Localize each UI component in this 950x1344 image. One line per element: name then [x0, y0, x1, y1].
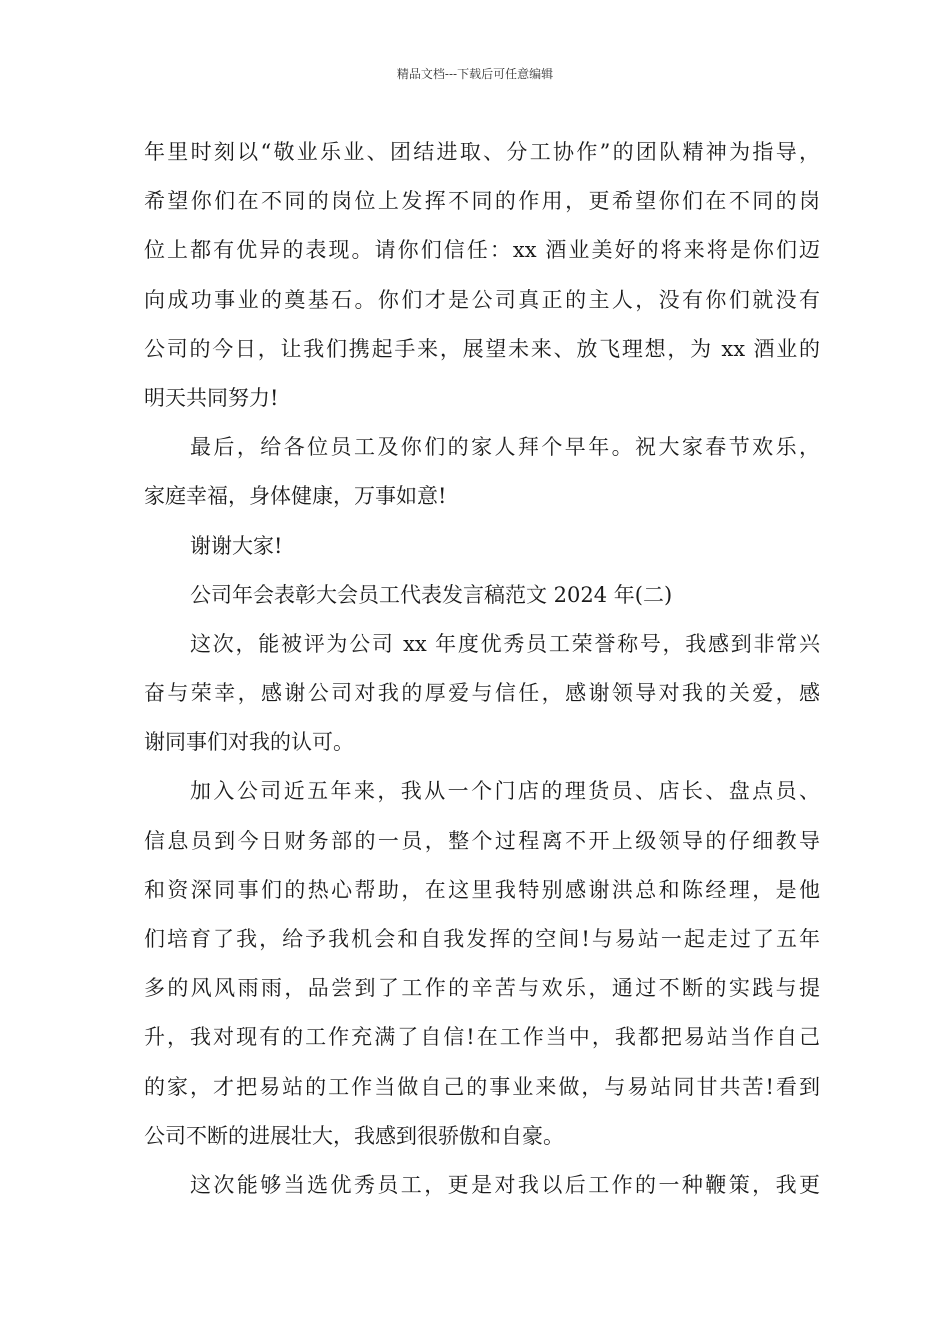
text-line: 们培育了我，给予我机会和自我发挥的空间!与易站一起走过了五年	[144, 927, 820, 951]
text-line: 这次能够当选优秀员工，更是对我以后工作的一种鞭策，我更	[190, 1172, 820, 1197]
text-line: 明天共同努力!	[144, 385, 279, 410]
page-header: 精品文档---下载后可任意编辑	[396, 67, 554, 81]
text-line: 和资深同事们的热心帮助，在这里我特别感谢洪总和陈经理，是他	[144, 877, 820, 902]
text-line: 多的风风雨雨，品尝到了工作的辛苦与欢乐，通过不断的实践与提	[144, 976, 820, 1001]
text-line: 希望你们在不同的岗位上发挥不同的作用，更希望你们在不同的岗	[144, 189, 820, 214]
text-line: 这次，能被评为公司 xx 年度优秀员工荣誉称号，我感到非常兴	[190, 631, 820, 656]
document-body	[144, 128, 820, 1210]
text-line: 家庭幸福，身体健康，万事如意!	[144, 484, 447, 509]
text-line: 年里时刻以“敬业乐业、团结进取、分工协作”的团队精神为指导，	[144, 140, 820, 164]
text-line: 向成功事业的奠基石。你们才是公司真正的主人，没有你们就没有	[144, 287, 820, 312]
text-line: 加入公司近五年来，我从一个门店的理货员、店长、盘点员、	[190, 779, 820, 804]
text-line: 公司年会表彰大会员工代表发言稿范文 2024 年(二)	[190, 582, 673, 607]
text-line: 的家，才把易站的工作当做自己的事业来做，与易站同甘共苦!看到	[144, 1074, 820, 1099]
text-line: 奋与荣幸，感谢公司对我的厚爱与信任，感谢领导对我的关爱，感	[144, 681, 820, 706]
text-line: 升，我对现有的工作充满了自信!在工作当中，我都把易站当作自己	[144, 1025, 820, 1050]
text-line: 公司不断的进展壮大，我感到很骄傲和自豪。	[144, 1123, 564, 1148]
text-line: 公司的今日，让我们携起手来，展望未来、放飞理想，为 xx 酒业的	[144, 336, 820, 361]
text-line: 最后，给各位员工及你们的家人拜个早年。祝大家春节欢乐，	[190, 435, 820, 460]
text-line: 信息员到今日财务部的一员，整个过程离不开上级领导的仔细教导	[144, 828, 820, 853]
text-line: 谢同事们对我的认可。	[144, 730, 354, 755]
text-line: 位上都有优异的表现。请你们信任：xx 酒业美好的将来将是你们迈	[144, 238, 820, 263]
text-line: 谢谢大家!	[190, 533, 283, 558]
